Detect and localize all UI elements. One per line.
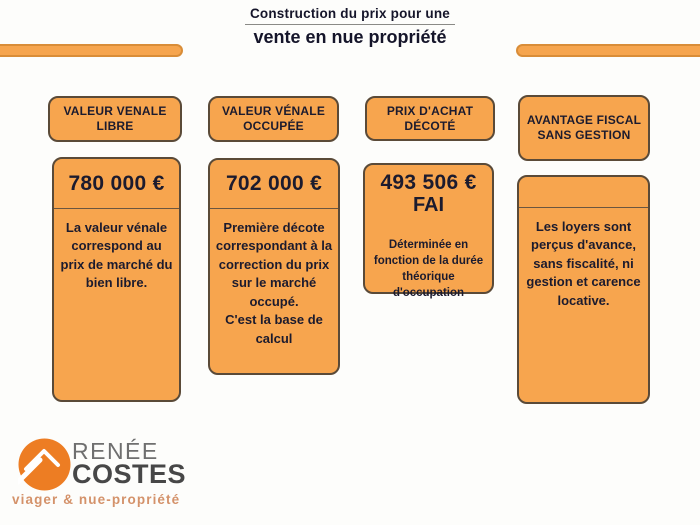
logo-name-costes: COSTES [72, 459, 187, 489]
price-value: 493 506 € [380, 171, 477, 194]
column-header-label: VALEUR VENALE LIBRE [63, 104, 167, 133]
card-description [365, 229, 492, 301]
title-underline [245, 24, 455, 25]
right-accent-bar [516, 44, 700, 57]
title-line-1: Construction du prix pour une [249, 6, 451, 21]
column-card-prix-achat-decote [363, 163, 494, 300]
description-text: La valeur vénale correspond au prix de marché du bien libre. [60, 220, 173, 291]
price-area [365, 165, 492, 229]
price-area [54, 159, 179, 209]
column-header-label: VALEUR VÉNALE OCCUPÉE [221, 104, 326, 133]
price-area [210, 160, 338, 209]
column-card-avantage-fiscal [517, 175, 650, 404]
description-text-2: C'est la base de calcul [225, 312, 323, 346]
column-header-avantage-fiscal [518, 95, 650, 161]
description-text: Première décote correspondant à la correction du prix sur le marché occupé. [215, 220, 333, 309]
column-header-valeur-venale-occupee [208, 96, 339, 142]
column-card-valeur-venale-libre [52, 157, 181, 402]
logo-tagline: viager & nue-propriété [12, 492, 181, 507]
left-accent-bar [0, 44, 183, 57]
description-text: Déterminée en fonction de la durée théorique d'occupation [373, 239, 484, 300]
renee-costes-logo [12, 436, 222, 516]
price-suffix: FAI [412, 194, 445, 216]
card-description [54, 209, 179, 293]
column-card-valeur-venale-occupee [208, 158, 340, 375]
house-roof-logo-icon [18, 438, 71, 491]
logo-name-renee: RENÉE [72, 438, 159, 464]
column-header-label: PRIX D'ACHAT DÉCOTÉ [386, 103, 474, 133]
price-value: 702 000 € [225, 172, 323, 195]
price-area [519, 177, 648, 208]
column-header-prix-achat-decote [365, 96, 495, 141]
description-text: Les loyers sont perçus d'avance, sans fiscalité, ni gestion et carence locative. [526, 219, 641, 308]
column-header-label: AVANTAGE FISCAL SANS GESTION [526, 113, 642, 142]
page-title [0, 6, 700, 48]
title-line-2: vente en nue propriété [253, 27, 447, 47]
column-header-valeur-venale-libre [48, 96, 182, 142]
card-description [210, 209, 338, 348]
price-value: 780 000 € [68, 171, 165, 195]
card-description [519, 208, 648, 310]
